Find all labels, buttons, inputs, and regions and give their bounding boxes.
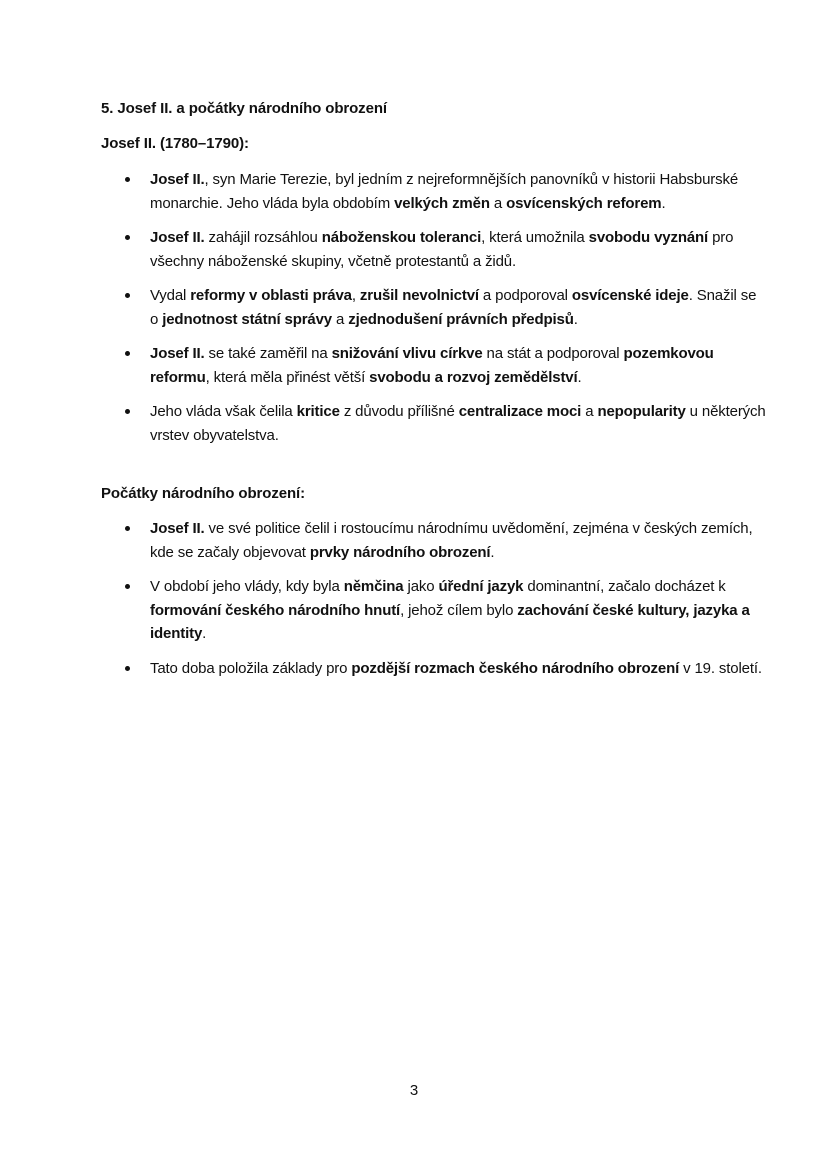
bullet-icon bbox=[125, 666, 130, 671]
text-run: Vydal bbox=[150, 287, 191, 304]
bullet-icon bbox=[125, 177, 130, 182]
text-run: dominantní, začalo docházet k bbox=[523, 578, 726, 595]
bullet-icon bbox=[125, 526, 130, 531]
text-run: jako bbox=[403, 578, 439, 595]
text-run: . bbox=[661, 194, 666, 212]
reign-bullet-list bbox=[0, 168, 828, 458]
bold-text: zrušil nevolnictví bbox=[359, 287, 479, 304]
bold-text: Josef II. bbox=[150, 171, 205, 188]
bold-text: osvícenské ideje bbox=[571, 287, 689, 304]
section-title: 5. Josef II. a počátky národního obrození bbox=[101, 100, 387, 117]
bold-text: svobodu vyznání bbox=[588, 229, 709, 246]
text-run: . bbox=[577, 368, 582, 386]
text-run: , bbox=[351, 287, 360, 304]
bullet-icon bbox=[125, 584, 130, 589]
list-item bbox=[0, 226, 828, 273]
text-run: a bbox=[489, 194, 507, 212]
text-run: . bbox=[573, 310, 578, 328]
text-run: . bbox=[490, 543, 495, 561]
text-run: , syn Marie Terezie, byl jedním z nejreformnějších panovníků v historii Habsburské monarchie. Jeho vláda byla obdobím bbox=[150, 171, 739, 212]
bold-text: náboženskou toleranci bbox=[321, 229, 482, 246]
text-run: v 19. století. bbox=[679, 659, 762, 677]
bold-text: osvícenských reforem bbox=[506, 194, 662, 212]
text-run: . Snažil se o bbox=[150, 287, 757, 328]
bold-text: zjednodušení právních předpisů bbox=[348, 310, 574, 328]
bold-text: prvky národního obrození bbox=[309, 543, 491, 561]
bold-text: velkých změn bbox=[394, 194, 490, 212]
list-item bbox=[0, 517, 828, 564]
bold-text: kritice bbox=[296, 403, 340, 420]
text-run: a bbox=[331, 310, 349, 328]
bullet-icon bbox=[125, 293, 130, 298]
subheading-revival: Počátky národního obrození: bbox=[101, 485, 305, 502]
bold-text: centralizace moci bbox=[458, 403, 582, 420]
text-run: se také zaměřil na bbox=[204, 345, 332, 362]
text-run: Tato doba položila základy pro bbox=[150, 659, 352, 677]
bullet-icon bbox=[125, 351, 130, 356]
text-run: . bbox=[202, 625, 207, 642]
text-run: Jeho vláda však čelila bbox=[150, 403, 297, 420]
text-run: , která měla přinést větší bbox=[205, 368, 370, 386]
text-run: , která umožnila bbox=[481, 229, 589, 246]
text-run: ve své politice čelil i rostoucímu národnímu uvědomění, zejména v českých zemích, kde se začaly objevovat bbox=[150, 520, 753, 561]
bullet-icon bbox=[125, 409, 130, 414]
page-number: 3 bbox=[409, 1082, 419, 1099]
list-item bbox=[0, 400, 828, 447]
text-run: a bbox=[581, 403, 598, 420]
bold-text: pozdější rozmach českého národního obrození bbox=[351, 659, 680, 677]
bold-text: němčina bbox=[343, 578, 404, 595]
bold-text: zachování české kultury, jazyka a identity bbox=[150, 601, 750, 642]
bold-text: snižování vlivu církve bbox=[331, 345, 483, 362]
text-run: V období jeho vlády, kdy byla bbox=[150, 578, 344, 595]
text-run: na stát a podporoval bbox=[482, 345, 624, 362]
bold-text: Josef II. bbox=[150, 345, 205, 362]
text-run: zahájil rozsáhlou bbox=[204, 229, 322, 246]
list-item bbox=[0, 284, 828, 331]
list-item bbox=[0, 657, 828, 681]
revival-bullet-list bbox=[0, 517, 828, 691]
bold-text: nepopularity bbox=[597, 403, 686, 420]
text-run: z důvodu přílišné bbox=[339, 403, 459, 420]
bold-text: svobodu a rozvoj zemědělství bbox=[369, 368, 578, 386]
text-run: pro všechny náboženské skupiny, včetně protestantů a židů. bbox=[150, 229, 734, 270]
bold-text: Josef II. bbox=[150, 229, 205, 246]
list-item bbox=[0, 168, 828, 215]
bold-text: úřední jazyk bbox=[438, 578, 524, 595]
bold-text: reformy v oblasti práva bbox=[190, 287, 352, 304]
subheading-reign: Josef II. (1780–1790): bbox=[101, 135, 249, 152]
bold-text: pozemkovou reformu bbox=[150, 345, 714, 386]
bold-text: formování českého národního hnutí bbox=[150, 601, 401, 619]
bold-text: jednotnost státní správy bbox=[162, 310, 332, 328]
list-item bbox=[0, 575, 828, 646]
text-run: a podporoval bbox=[478, 287, 572, 304]
list-item bbox=[0, 342, 828, 389]
text-run: u některých vrstev obyvatelstva. bbox=[150, 403, 766, 444]
bullet-icon bbox=[125, 235, 130, 240]
bold-text: Josef II. bbox=[150, 520, 205, 537]
text-run: , jehož cílem bylo bbox=[400, 601, 518, 619]
